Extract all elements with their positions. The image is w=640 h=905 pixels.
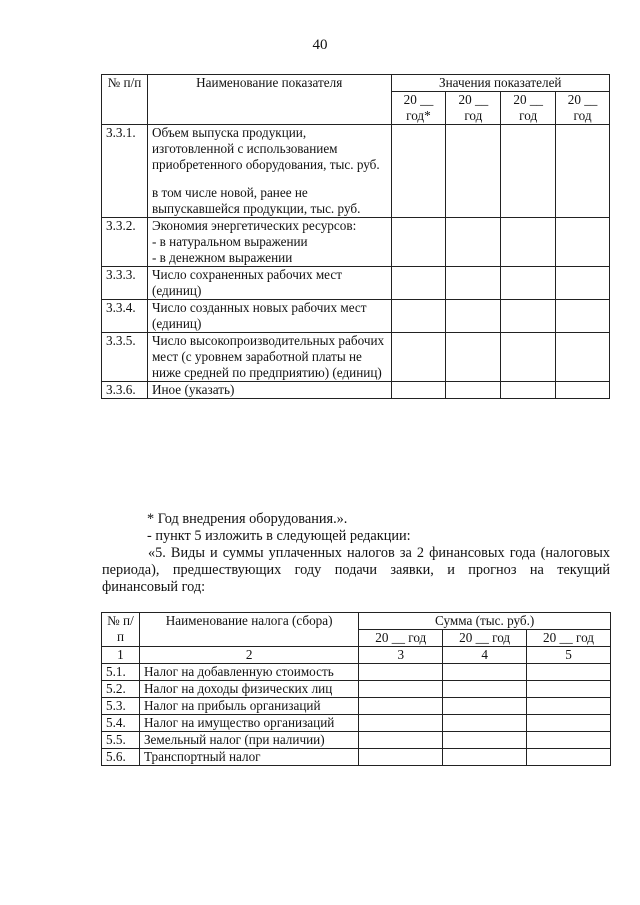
table-row bbox=[102, 300, 610, 333]
header-year-cell: 20 __ год bbox=[446, 92, 501, 125]
value-cell[interactable] bbox=[359, 664, 443, 681]
value-cell[interactable] bbox=[527, 698, 611, 715]
row-sub-item: - в натуральном выражении bbox=[151, 234, 308, 249]
row-text: Транспортный налог bbox=[139, 749, 358, 766]
taxes-table bbox=[101, 612, 611, 766]
value-cell[interactable] bbox=[527, 681, 611, 698]
header-year-cell: 20 __ год* bbox=[391, 92, 446, 125]
row-text bbox=[147, 125, 391, 218]
column-number: 2 bbox=[139, 647, 358, 664]
value-cell[interactable] bbox=[443, 749, 527, 766]
header-tax-name: Наименование налога (сбора) bbox=[139, 613, 358, 647]
value-cell[interactable] bbox=[446, 300, 501, 333]
value-cell[interactable] bbox=[443, 715, 527, 732]
column-number: 5 bbox=[527, 647, 611, 664]
table-row bbox=[102, 698, 611, 715]
row-main-text: Экономия энергетических ресурсов: bbox=[151, 218, 357, 233]
value-cell[interactable] bbox=[501, 382, 556, 399]
section-5-text: «5. Виды и суммы уплаченных налогов за 2 финансовых года (налоговых периода), предшествующих году подачи заявки, и прогноз на текущий финансовый год: bbox=[102, 545, 610, 595]
header-year-cell: 20 __ год bbox=[443, 630, 527, 647]
row-number: 3.3.6. bbox=[102, 382, 148, 399]
value-cell[interactable] bbox=[359, 749, 443, 766]
row-text: Земельный налог (при наличии) bbox=[139, 732, 358, 749]
row-number: 3.3.3. bbox=[102, 267, 148, 300]
value-cell[interactable] bbox=[391, 300, 446, 333]
value-cell[interactable] bbox=[556, 267, 610, 300]
table-header-row bbox=[102, 75, 610, 92]
value-cell[interactable] bbox=[391, 267, 446, 300]
table-row bbox=[102, 732, 611, 749]
value-cell[interactable] bbox=[446, 125, 501, 218]
table-row bbox=[102, 267, 610, 300]
row-text: Число сохраненных рабочих мест (единиц) bbox=[147, 267, 391, 300]
value-cell[interactable] bbox=[443, 732, 527, 749]
value-cell[interactable] bbox=[501, 333, 556, 382]
value-cell[interactable] bbox=[556, 382, 610, 399]
value-cell[interactable] bbox=[443, 698, 527, 715]
row-text: Налог на добавленную стоимость bbox=[139, 664, 358, 681]
row-main-text: Объем выпуска продукции, изготовленной с использованием приобретенного оборудования, тыс. руб. bbox=[151, 125, 380, 172]
row-text: Число высокопроизводительных рабочих мест (с уровнем заработной платы не ниже средней по предприятию) (единиц) bbox=[147, 333, 391, 382]
header-year-cell: 20 __ год bbox=[359, 630, 443, 647]
value-cell[interactable] bbox=[446, 333, 501, 382]
column-number: 3 bbox=[359, 647, 443, 664]
header-year-cell: 20 __ год bbox=[501, 92, 556, 125]
row-text: Налог на доходы физических лиц bbox=[139, 681, 358, 698]
value-cell[interactable] bbox=[359, 681, 443, 698]
value-cell[interactable] bbox=[527, 749, 611, 766]
value-cell[interactable] bbox=[556, 333, 610, 382]
table-row bbox=[102, 664, 611, 681]
row-number: 5.2. bbox=[102, 681, 140, 698]
value-cell[interactable] bbox=[446, 382, 501, 399]
row-number: 5.1. bbox=[102, 664, 140, 681]
row-number: 5.3. bbox=[102, 698, 140, 715]
value-cell[interactable] bbox=[391, 382, 446, 399]
indicators-table bbox=[101, 74, 610, 399]
value-cell[interactable] bbox=[359, 732, 443, 749]
value-cell[interactable] bbox=[556, 218, 610, 267]
row-text: Налог на имущество организаций bbox=[139, 715, 358, 732]
table-row bbox=[102, 382, 610, 399]
value-cell[interactable] bbox=[443, 681, 527, 698]
table-row bbox=[102, 125, 610, 218]
page-number: 40 bbox=[312, 37, 328, 53]
value-cell[interactable] bbox=[527, 664, 611, 681]
column-number: 1 bbox=[102, 647, 140, 664]
row-secondary-text: в том числе новой, ранее не выпускавшейся продукции, тыс. руб. bbox=[151, 185, 361, 216]
header-indicator-values: Значения показателей bbox=[391, 75, 610, 92]
header-year-cell: 20 __ год bbox=[527, 630, 611, 647]
row-number: 3.3.1. bbox=[102, 125, 148, 218]
header-year-cell: 20 __ год bbox=[556, 92, 610, 125]
value-cell[interactable] bbox=[443, 664, 527, 681]
header-sum: Сумма (тыс. руб.) bbox=[359, 613, 611, 630]
footnote: * Год внедрения оборудования.». bbox=[147, 511, 348, 527]
header-num: № п/п bbox=[102, 75, 148, 125]
value-cell[interactable] bbox=[391, 125, 446, 218]
row-text: Налог на прибыль организаций bbox=[139, 698, 358, 715]
column-number-row bbox=[102, 647, 611, 664]
row-number: 5.5. bbox=[102, 732, 140, 749]
table-row bbox=[102, 749, 611, 766]
value-cell[interactable] bbox=[501, 218, 556, 267]
row-text: Число созданных новых рабочих мест (единиц) bbox=[147, 300, 391, 333]
value-cell[interactable] bbox=[556, 300, 610, 333]
value-cell[interactable] bbox=[527, 715, 611, 732]
table-row bbox=[102, 715, 611, 732]
table-header-row bbox=[102, 613, 611, 630]
row-number: 5.4. bbox=[102, 715, 140, 732]
value-cell[interactable] bbox=[359, 698, 443, 715]
row-number: 3.3.4. bbox=[102, 300, 148, 333]
value-cell[interactable] bbox=[391, 333, 446, 382]
header-num: № п/п bbox=[102, 613, 140, 647]
value-cell[interactable] bbox=[501, 125, 556, 218]
row-text: Иное (указать) bbox=[147, 382, 391, 399]
item-instruction: - пункт 5 изложить в следующей редакции: bbox=[147, 528, 411, 544]
value-cell[interactable] bbox=[359, 715, 443, 732]
row-number: 3.3.2. bbox=[102, 218, 148, 267]
row-number: 3.3.5. bbox=[102, 333, 148, 382]
value-cell[interactable] bbox=[501, 300, 556, 333]
row-text bbox=[147, 218, 391, 267]
value-cell[interactable] bbox=[556, 125, 610, 218]
table-row bbox=[102, 218, 610, 267]
value-cell[interactable] bbox=[501, 267, 556, 300]
value-cell[interactable] bbox=[391, 218, 446, 267]
table-row bbox=[102, 333, 610, 382]
value-cell[interactable] bbox=[446, 218, 501, 267]
row-number: 5.6. bbox=[102, 749, 140, 766]
row-sub-item: - в денежном выражении bbox=[151, 250, 293, 265]
table-row bbox=[102, 681, 611, 698]
value-cell[interactable] bbox=[446, 267, 501, 300]
column-number: 4 bbox=[443, 647, 527, 664]
value-cell[interactable] bbox=[527, 732, 611, 749]
header-indicator-name: Наименование показателя bbox=[147, 75, 391, 125]
